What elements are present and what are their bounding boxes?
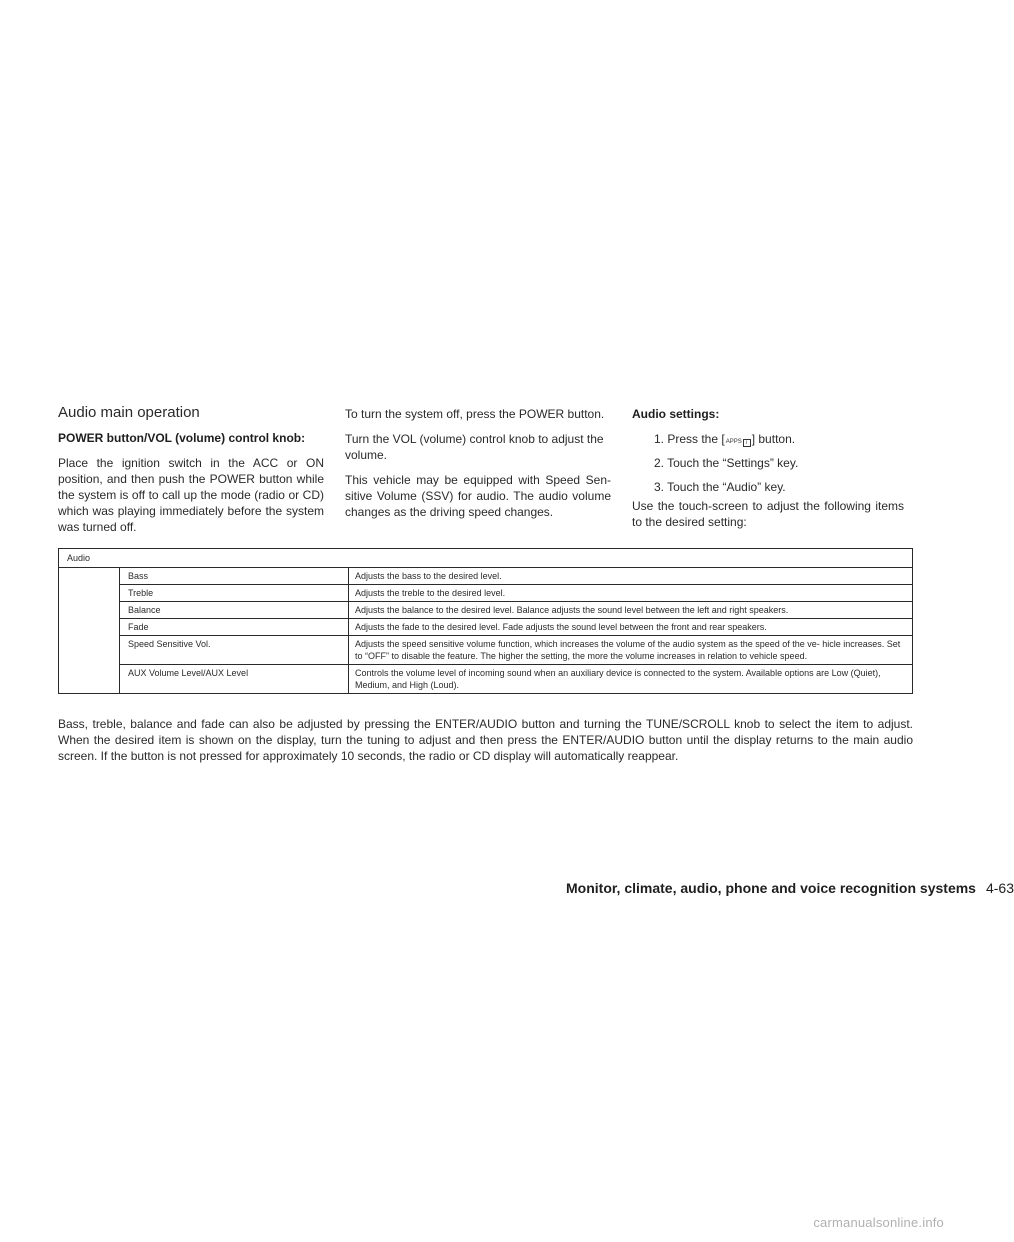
- table-row: [120, 619, 912, 636]
- section-title: Audio main operation: [58, 404, 200, 421]
- column-middle: [345, 406, 611, 529]
- row-description: Adjusts the speed sensitive volume function, which increases the volume of the audio system as the speed of the ve- hicle increases. Set to “OFF” to disable the feature. The higher the setting, the more the volume increases in relation to vehicle speed.: [355, 639, 901, 661]
- off-paragraph: To turn the system off, press the POWER button.: [345, 407, 605, 421]
- ssv-paragraph: This vehicle may be equipped with Speed Sen- sitive Volume (SSV) for audio. The audio volume changes as the driving speed changes.: [345, 473, 611, 519]
- column-right: [632, 406, 904, 539]
- row-name: Speed Sensitive Vol.: [120, 636, 349, 664]
- audio-settings-table: [58, 548, 913, 694]
- settings-instruction: Use the touch-screen to adjust the following items to the desired setting:: [632, 499, 904, 529]
- row-name: Bass: [120, 568, 349, 584]
- table-row: [120, 665, 912, 693]
- table-row: [120, 602, 912, 619]
- step-2: 2. Touch the “Settings” key.: [654, 456, 799, 470]
- settings-heading: Audio settings:: [632, 407, 720, 421]
- table-header: Audio: [59, 549, 912, 568]
- row-name: Fade: [120, 619, 349, 635]
- power-heading: POWER button/VOL (volume) control knob:: [58, 431, 306, 445]
- row-name: Balance: [120, 602, 349, 618]
- table-body: [119, 568, 912, 693]
- site-watermark: carmanualsonline.info: [813, 1215, 944, 1230]
- step-1: 1. Press the [APPS i ] button.: [654, 432, 796, 446]
- row-description: Adjusts the balance to the desired level. Balance adjusts the sound level between the left and right speakers.: [355, 605, 789, 615]
- apps-button-icon: APPS i: [725, 438, 752, 447]
- column-left: [58, 404, 324, 544]
- row-description: Adjusts the fade to the desired level. Fade adjusts the sound level between the front and rear speakers.: [355, 622, 767, 632]
- after-table-paragraph: Bass, treble, balance and fade can also be adjusted by pressing the ENTER/AUDIO button and turning the TUNE/SCROLL knob to select the item to adjust. When the desired item is shown on the display, turn the tuning to adjust and then press the ENTER/AUDIO button until the display returns to the main audio screen. If the button is not pressed for approximately 10 seconds, the radio or CD display will automatically reappear.: [58, 717, 913, 763]
- page-number: 4-63: [985, 880, 1014, 896]
- settings-steps: [632, 431, 904, 495]
- row-name: Treble: [120, 585, 349, 601]
- row-name: AUX Volume Level/AUX Level: [120, 665, 349, 693]
- chapter-title: Monitor, climate, audio, phone and voice recognition systems: [566, 880, 976, 896]
- step-3: 3. Touch the “Audio” key.: [654, 480, 786, 494]
- power-paragraph: Place the ignition switch in the ACC or ON position, and then push the POWER button while the system is off to call up the mode (radio or CD) which was playing immediately before the system was turned off.: [58, 456, 324, 534]
- table-row: [120, 636, 912, 665]
- row-description: Controls the volume level of incoming sound when an auxiliary device is connected to the system. Available options are Low (Quiet), Medium, and High (Loud).: [355, 668, 881, 690]
- table-row: [120, 568, 912, 585]
- table-row: [120, 585, 912, 602]
- row-description: Adjusts the treble to the desired level.: [355, 588, 506, 598]
- page-footer: [566, 879, 1014, 897]
- volume-paragraph: Turn the VOL (volume) control knob to adjust the volume.: [345, 432, 604, 462]
- row-description: Adjusts the bass to the desired level.: [355, 571, 502, 581]
